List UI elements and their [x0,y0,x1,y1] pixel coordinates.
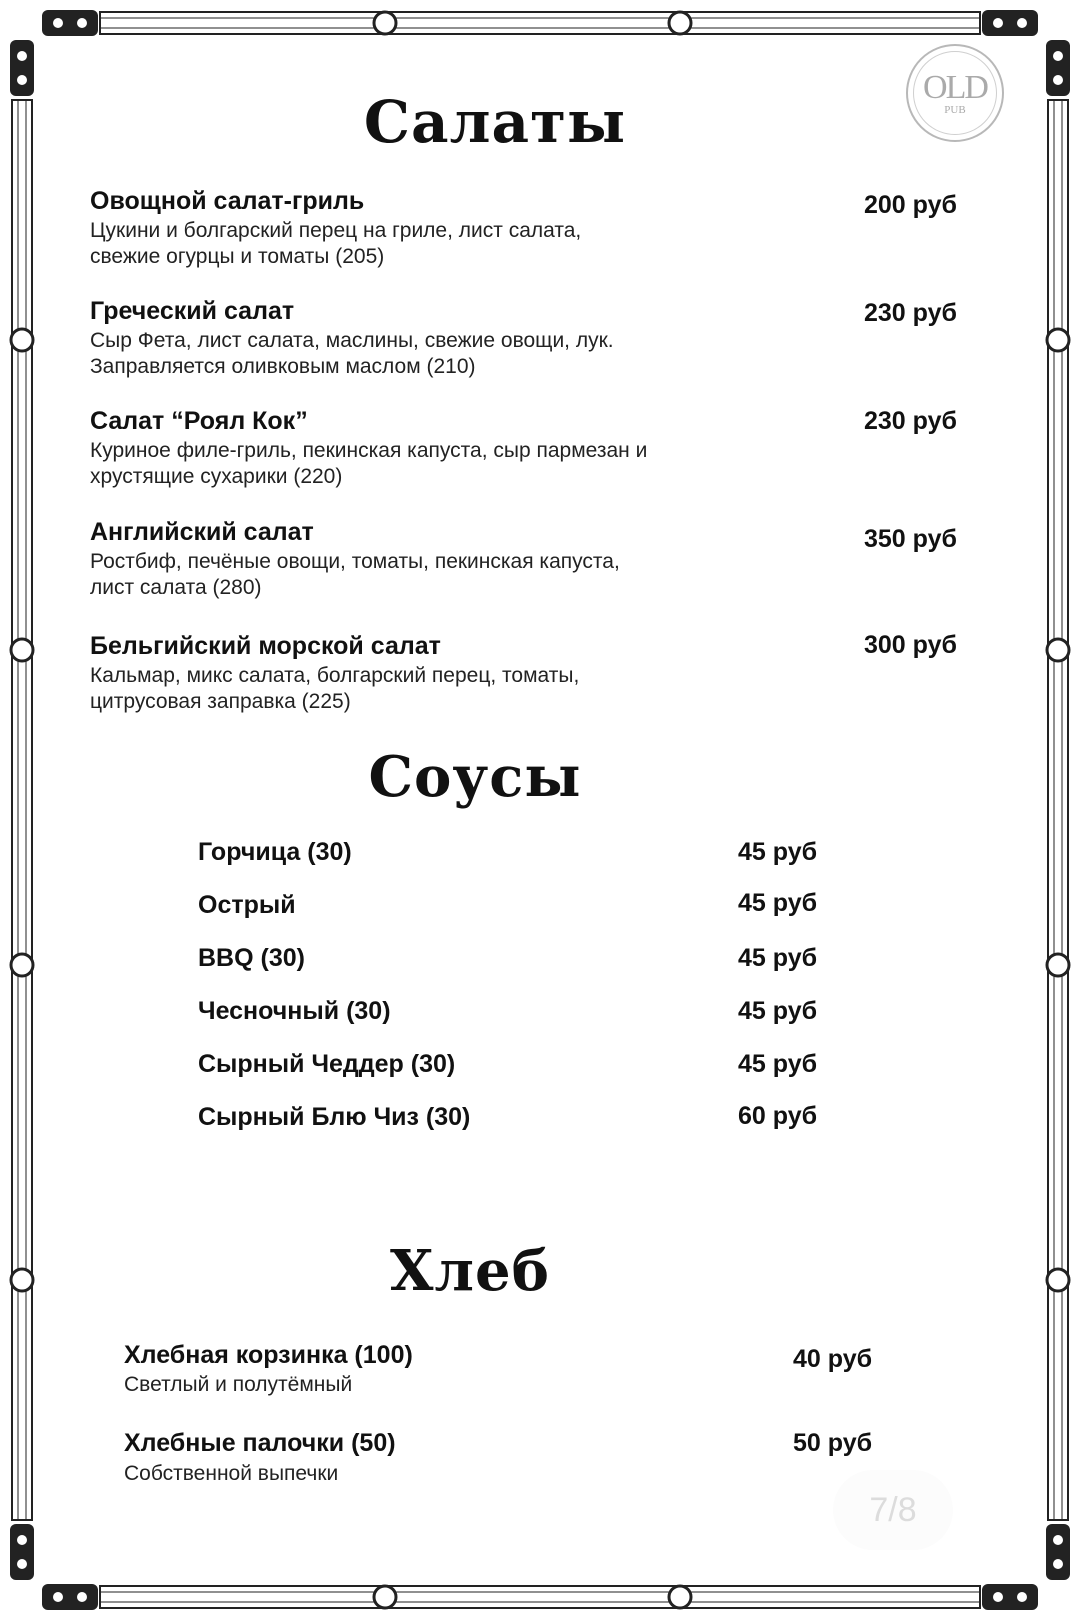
old-pub-logo [906,44,1004,142]
salad-name: Салат “Роял Кок” [90,407,308,435]
salad-price: 200 руб [864,191,957,219]
bread-price: 40 руб [793,1345,873,1373]
salad-desc-line: Куриное филе-гриль, пекинская капуста, сыр пармезан и [90,439,648,462]
sauce-name: BBQ (30) [198,944,305,972]
sauce-price: 45 руб [738,944,818,972]
sauce-price: 45 руб [738,889,818,917]
salad-desc-line: цитрусовая заправка (225) [90,690,351,713]
sauce-name: Острый [198,891,296,919]
sauce-price: 45 руб [738,1050,818,1078]
salad-name: Греческий салат [90,297,295,325]
salad-desc [90,663,770,715]
logo-text: OLD [923,69,987,106]
salad-desc-line: хрустящие сухарики (220) [90,465,343,488]
salad-desc [90,438,770,490]
section-title-sauces: Соусы [368,744,582,810]
sauce-price: 60 руб [738,1102,818,1130]
salad-desc [90,328,770,380]
salad-price: 230 руб [864,407,957,435]
salad-desc-line: Заправляется оливковым маслом (210) [90,355,476,378]
salad-desc-line: Сыр Фета, лист салата, маслины, свежие овощи, лук. [90,329,614,352]
salad-desc-line: Кальмар, микс салата, болгарский перец, томаты, [90,664,580,687]
sauce-name: Сырный Блю Чиз (30) [198,1103,471,1131]
salad-desc [90,218,770,270]
salad-desc-line: свежие огурцы и томаты (205) [90,245,385,268]
salad-desc-line: Ростбиф, печёные овощи, томаты, пекинская капуста, [90,550,620,573]
salad-price: 230 руб [864,299,957,327]
bread-desc: Светлый и полутёмный [124,1373,353,1396]
salad-price: 300 руб [864,631,957,659]
salad-name: Бельгийский морской салат [90,632,441,660]
salad-desc-line: Цукини и болгарский перец на гриле, лист салата, [90,219,582,242]
salad-desc [90,549,770,601]
sauce-price: 45 руб [738,997,818,1025]
bread-name: Хлебная корзинка (100) [124,1341,413,1369]
sauce-name: Чесночный (30) [198,997,391,1025]
section-title-bread: Хлеб [390,1238,550,1304]
salad-price: 350 руб [864,525,957,553]
salad-name: Овощной салат-гриль [90,187,365,215]
sauce-name: Сырный Чеддер (30) [198,1050,456,1078]
sauce-name: Горчица (30) [198,838,352,866]
logo-subtext: PUB [944,104,966,116]
section-title-salads: Салаты [363,88,627,156]
bread-name: Хлебные палочки (50) [124,1429,396,1457]
bread-price: 50 руб [793,1429,873,1457]
bread-desc: Собственной выпечки [124,1462,339,1485]
sauce-price: 45 руб [738,838,818,866]
salad-desc-line: лист салата (280) [90,576,262,599]
page-indicator: 7/8 [833,1470,953,1550]
salad-name: Английский салат [90,518,314,546]
